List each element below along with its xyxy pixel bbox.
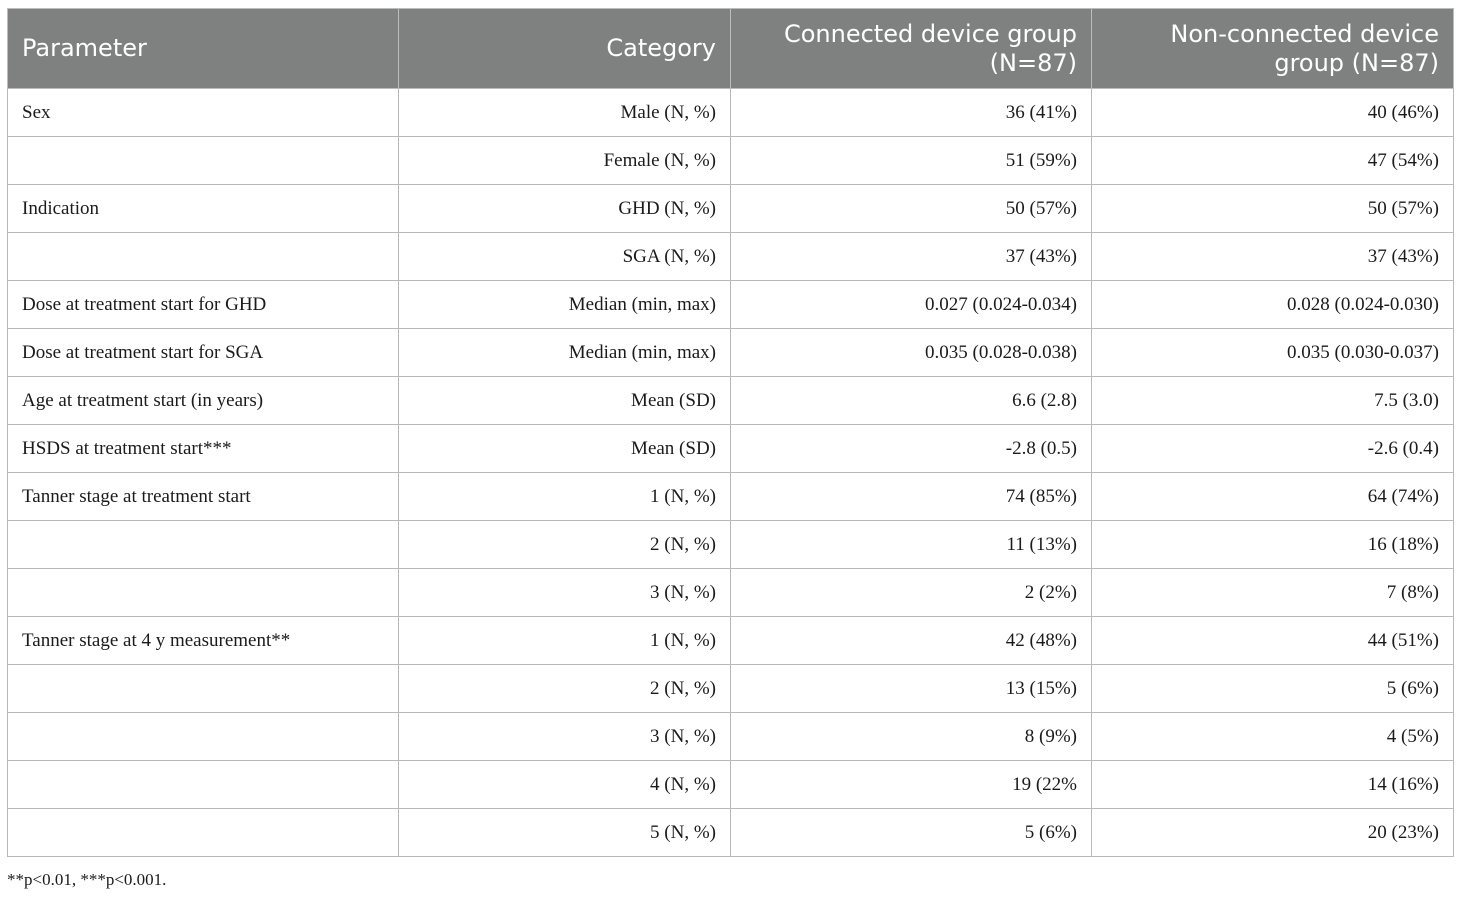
cell-parameter [8,809,399,857]
cell-connected: 51 (59%) [731,137,1092,185]
cell-non-connected: 40 (46%) [1092,89,1454,137]
table-row [8,137,1454,185]
table-row [8,377,1454,425]
cell-parameter: Age at treatment start (in years) [8,377,399,425]
cell-connected: 37 (43%) [731,233,1092,281]
cell-connected: -2.8 (0.5) [731,425,1092,473]
cell-connected: 11 (13%) [731,521,1092,569]
cell-category: Median (min, max) [399,329,731,377]
table-row [8,521,1454,569]
cell-category: 5 (N, %) [399,809,731,857]
cell-category: 3 (N, %) [399,713,731,761]
table-row [8,329,1454,377]
cell-connected: 50 (57%) [731,185,1092,233]
cell-connected: 0.035 (0.028-0.038) [731,329,1092,377]
cell-connected: 19 (22% [731,761,1092,809]
header-connected-group: Connected device group (N=87) [731,9,1092,89]
cell-parameter [8,665,399,713]
cell-category: 4 (N, %) [399,761,731,809]
cell-connected: 8 (9%) [731,713,1092,761]
cell-category: Male (N, %) [399,89,731,137]
cell-parameter [8,233,399,281]
cell-parameter [8,713,399,761]
table-row [8,761,1454,809]
cell-connected: 42 (48%) [731,617,1092,665]
cell-category: Mean (SD) [399,425,731,473]
table-header [8,9,1454,89]
header-non-connected-group: Non-connected device group (N=87) [1092,9,1454,89]
table-row [8,809,1454,857]
header-row [8,9,1454,89]
cell-non-connected: 44 (51%) [1092,617,1454,665]
table-footnote: **p<0.01, ***p<0.001. [7,870,167,889]
cell-category: 2 (N, %) [399,521,731,569]
cell-category: SGA (N, %) [399,233,731,281]
cell-category: 3 (N, %) [399,569,731,617]
cell-connected: 6.6 (2.8) [731,377,1092,425]
cell-non-connected: 5 (6%) [1092,665,1454,713]
cell-category: 1 (N, %) [399,473,731,521]
table-row [8,185,1454,233]
cell-non-connected: 37 (43%) [1092,233,1454,281]
table-row [8,281,1454,329]
cell-connected: 74 (85%) [731,473,1092,521]
cell-non-connected: 0.035 (0.030-0.037) [1092,329,1454,377]
cell-non-connected: 14 (16%) [1092,761,1454,809]
cell-parameter: HSDS at treatment start*** [8,425,399,473]
cell-parameter: Tanner stage at treatment start [8,473,399,521]
cell-non-connected: 47 (54%) [1092,137,1454,185]
cell-parameter: Sex [8,89,399,137]
table-row [8,233,1454,281]
cell-category: Median (min, max) [399,281,731,329]
cell-category: 2 (N, %) [399,665,731,713]
cell-non-connected: 64 (74%) [1092,473,1454,521]
cell-parameter: Indication [8,185,399,233]
header-category: Category [399,9,731,89]
cell-non-connected: 7 (8%) [1092,569,1454,617]
table-row [8,665,1454,713]
table-row [8,89,1454,137]
cell-parameter [8,137,399,185]
data-table [7,8,1454,857]
cell-connected: 0.027 (0.024-0.034) [731,281,1092,329]
cell-parameter [8,761,399,809]
cell-non-connected: 7.5 (3.0) [1092,377,1454,425]
cell-non-connected: 20 (23%) [1092,809,1454,857]
table-row [8,569,1454,617]
cell-parameter [8,569,399,617]
cell-non-connected: 50 (57%) [1092,185,1454,233]
cell-non-connected: 0.028 (0.024-0.030) [1092,281,1454,329]
cell-parameter: Tanner stage at 4 y measurement** [8,617,399,665]
header-parameter: Parameter [8,9,399,89]
cell-non-connected: 4 (5%) [1092,713,1454,761]
cell-connected: 5 (6%) [731,809,1092,857]
cell-parameter: Dose at treatment start for GHD [8,281,399,329]
cell-connected: 13 (15%) [731,665,1092,713]
table-row [8,713,1454,761]
table-row [8,617,1454,665]
data-table-container [7,8,1453,857]
cell-category: GHD (N, %) [399,185,731,233]
cell-connected: 36 (41%) [731,89,1092,137]
cell-connected: 2 (2%) [731,569,1092,617]
cell-category: Female (N, %) [399,137,731,185]
cell-parameter [8,521,399,569]
cell-parameter: Dose at treatment start for SGA [8,329,399,377]
table-body [8,89,1454,857]
cell-non-connected: -2.6 (0.4) [1092,425,1454,473]
cell-non-connected: 16 (18%) [1092,521,1454,569]
table-row [8,425,1454,473]
table-row [8,473,1454,521]
cell-category: Mean (SD) [399,377,731,425]
cell-category: 1 (N, %) [399,617,731,665]
